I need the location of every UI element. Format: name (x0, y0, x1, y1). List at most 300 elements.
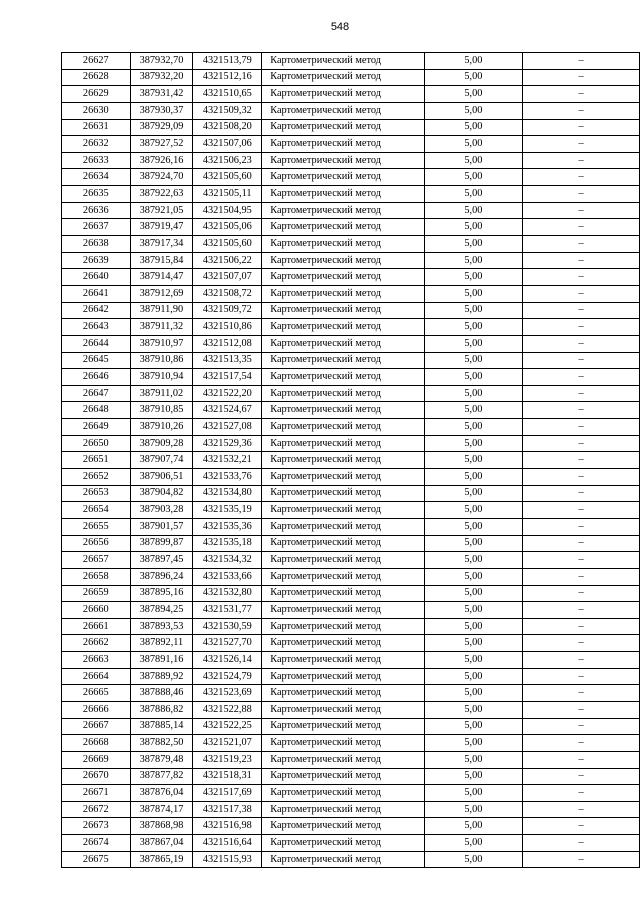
x-coordinate-cell: 387893,53 (130, 618, 193, 635)
method-cell: Картометрический метод (262, 618, 425, 635)
description-cell: – (523, 269, 640, 286)
y-coordinate-cell: 4321512,08 (193, 335, 262, 352)
description-cell: – (523, 751, 640, 768)
table-row (62, 602, 640, 619)
y-coordinate-cell: 4321513,35 (193, 352, 262, 369)
point-number-cell: 26641 (62, 285, 131, 302)
table-row (62, 186, 640, 203)
y-coordinate-cell: 4321527,08 (193, 419, 262, 436)
point-number-cell: 26665 (62, 685, 131, 702)
point-number-cell: 26642 (62, 302, 131, 319)
x-coordinate-cell: 387929,09 (130, 119, 193, 136)
x-coordinate-cell: 387904,82 (130, 485, 193, 502)
table-row (62, 835, 640, 852)
x-coordinate-cell: 387909,28 (130, 435, 193, 452)
method-cell: Картометрический метод (262, 53, 425, 70)
y-coordinate-cell: 4321532,21 (193, 452, 262, 469)
method-cell: Картометрический метод (262, 335, 425, 352)
accuracy-cell: 5,00 (424, 535, 522, 552)
table-row (62, 385, 640, 402)
point-number-cell: 26670 (62, 768, 131, 785)
x-coordinate-cell: 387867,04 (130, 835, 193, 852)
method-cell: Картометрический метод (262, 602, 425, 619)
description-cell: – (523, 718, 640, 735)
y-coordinate-cell: 4321508,72 (193, 285, 262, 302)
y-coordinate-cell: 4321505,06 (193, 219, 262, 236)
accuracy-cell: 5,00 (424, 86, 522, 103)
x-coordinate-cell: 387896,24 (130, 568, 193, 585)
x-coordinate-cell: 387892,11 (130, 635, 193, 652)
point-number-cell: 26658 (62, 568, 131, 585)
method-cell: Картометрический метод (262, 186, 425, 203)
table-row (62, 419, 640, 436)
accuracy-cell: 5,00 (424, 53, 522, 70)
accuracy-cell: 5,00 (424, 369, 522, 386)
table-row (62, 102, 640, 119)
method-cell: Картометрический метод (262, 402, 425, 419)
description-cell: – (523, 502, 640, 519)
table-row (62, 618, 640, 635)
point-number-cell: 26664 (62, 668, 131, 685)
table-row (62, 369, 640, 386)
method-cell: Картометрический метод (262, 319, 425, 336)
x-coordinate-cell: 387922,63 (130, 186, 193, 203)
table-row (62, 685, 640, 702)
x-coordinate-cell: 387886,82 (130, 701, 193, 718)
method-cell: Картометрический метод (262, 469, 425, 486)
accuracy-cell: 5,00 (424, 102, 522, 119)
coordinates-table-body (62, 53, 640, 868)
x-coordinate-cell: 387910,97 (130, 335, 193, 352)
point-number-cell: 26672 (62, 801, 131, 818)
y-coordinate-cell: 4321535,19 (193, 502, 262, 519)
accuracy-cell: 5,00 (424, 851, 522, 868)
table-row (62, 202, 640, 219)
table-row (62, 352, 640, 369)
accuracy-cell: 5,00 (424, 618, 522, 635)
x-coordinate-cell: 387921,05 (130, 202, 193, 219)
accuracy-cell: 5,00 (424, 635, 522, 652)
description-cell: – (523, 435, 640, 452)
accuracy-cell: 5,00 (424, 69, 522, 86)
point-number-cell: 26637 (62, 219, 131, 236)
description-cell: – (523, 419, 640, 436)
accuracy-cell: 5,00 (424, 119, 522, 136)
table-row (62, 768, 640, 785)
y-coordinate-cell: 4321517,69 (193, 785, 262, 802)
method-cell: Картометрический метод (262, 252, 425, 269)
method-cell: Картометрический метод (262, 169, 425, 186)
accuracy-cell: 5,00 (424, 568, 522, 585)
y-coordinate-cell: 4321532,80 (193, 585, 262, 602)
table-row (62, 402, 640, 419)
accuracy-cell: 5,00 (424, 751, 522, 768)
point-number-cell: 26629 (62, 86, 131, 103)
description-cell: – (523, 818, 640, 835)
description-cell: – (523, 86, 640, 103)
method-cell: Картометрический метод (262, 668, 425, 685)
method-cell: Картометрический метод (262, 818, 425, 835)
x-coordinate-cell: 387911,90 (130, 302, 193, 319)
x-coordinate-cell: 387910,85 (130, 402, 193, 419)
y-coordinate-cell: 4321522,20 (193, 385, 262, 402)
accuracy-cell: 5,00 (424, 152, 522, 169)
description-cell: – (523, 768, 640, 785)
y-coordinate-cell: 4321504,95 (193, 202, 262, 219)
point-number-cell: 26628 (62, 69, 131, 86)
accuracy-cell: 5,00 (424, 502, 522, 519)
method-cell: Картометрический метод (262, 535, 425, 552)
y-coordinate-cell: 4321517,38 (193, 801, 262, 818)
method-cell: Картометрический метод (262, 652, 425, 669)
x-coordinate-cell: 387915,84 (130, 252, 193, 269)
description-cell: – (523, 102, 640, 119)
y-coordinate-cell: 4321506,22 (193, 252, 262, 269)
point-number-cell: 26634 (62, 169, 131, 186)
accuracy-cell: 5,00 (424, 435, 522, 452)
y-coordinate-cell: 4321533,66 (193, 568, 262, 585)
x-coordinate-cell: 387906,51 (130, 469, 193, 486)
x-coordinate-cell: 387868,98 (130, 818, 193, 835)
accuracy-cell: 5,00 (424, 202, 522, 219)
description-cell: – (523, 801, 640, 818)
description-cell: – (523, 352, 640, 369)
point-number-cell: 26630 (62, 102, 131, 119)
point-number-cell: 26673 (62, 818, 131, 835)
x-coordinate-cell: 387914,47 (130, 269, 193, 286)
table-row (62, 735, 640, 752)
description-cell: – (523, 302, 640, 319)
method-cell: Картометрический метод (262, 419, 425, 436)
point-number-cell: 26633 (62, 152, 131, 169)
point-number-cell: 26638 (62, 236, 131, 253)
method-cell: Картометрический метод (262, 452, 425, 469)
point-number-cell: 26657 (62, 552, 131, 569)
point-number-cell: 26669 (62, 751, 131, 768)
table-row (62, 552, 640, 569)
point-number-cell: 26632 (62, 136, 131, 153)
y-coordinate-cell: 4321521,07 (193, 735, 262, 752)
y-coordinate-cell: 4321523,69 (193, 685, 262, 702)
point-number-cell: 26674 (62, 835, 131, 852)
point-number-cell: 26656 (62, 535, 131, 552)
point-number-cell: 26639 (62, 252, 131, 269)
method-cell: Картометрический метод (262, 835, 425, 852)
description-cell: – (523, 402, 640, 419)
y-coordinate-cell: 4321505,60 (193, 236, 262, 253)
accuracy-cell: 5,00 (424, 285, 522, 302)
point-number-cell: 26648 (62, 402, 131, 419)
accuracy-cell: 5,00 (424, 735, 522, 752)
accuracy-cell: 5,00 (424, 685, 522, 702)
point-number-cell: 26649 (62, 419, 131, 436)
accuracy-cell: 5,00 (424, 169, 522, 186)
description-cell: – (523, 53, 640, 70)
description-cell: – (523, 236, 640, 253)
method-cell: Картометрический метод (262, 285, 425, 302)
table-row (62, 751, 640, 768)
point-number-cell: 26643 (62, 319, 131, 336)
description-cell: – (523, 485, 640, 502)
description-cell: – (523, 335, 640, 352)
y-coordinate-cell: 4321524,79 (193, 668, 262, 685)
accuracy-cell: 5,00 (424, 402, 522, 419)
description-cell: – (523, 219, 640, 236)
description-cell: – (523, 685, 640, 702)
table-row (62, 701, 640, 718)
y-coordinate-cell: 4321507,06 (193, 136, 262, 153)
y-coordinate-cell: 4321509,32 (193, 102, 262, 119)
table-row (62, 668, 640, 685)
table-row (62, 652, 640, 669)
x-coordinate-cell: 387927,52 (130, 136, 193, 153)
description-cell: – (523, 369, 640, 386)
y-coordinate-cell: 4321535,36 (193, 518, 262, 535)
accuracy-cell: 5,00 (424, 419, 522, 436)
description-cell: – (523, 701, 640, 718)
y-coordinate-cell: 4321534,32 (193, 552, 262, 569)
y-coordinate-cell: 4321505,11 (193, 186, 262, 203)
point-number-cell: 26636 (62, 202, 131, 219)
table-row (62, 785, 640, 802)
method-cell: Картометрический метод (262, 352, 425, 369)
method-cell: Картометрический метод (262, 485, 425, 502)
point-number-cell: 26661 (62, 618, 131, 635)
x-coordinate-cell: 387910,86 (130, 352, 193, 369)
description-cell: – (523, 385, 640, 402)
point-number-cell: 26647 (62, 385, 131, 402)
method-cell: Картометрический метод (262, 785, 425, 802)
x-coordinate-cell: 387897,45 (130, 552, 193, 569)
table-row (62, 152, 640, 169)
method-cell: Картометрический метод (262, 768, 425, 785)
table-row (62, 53, 640, 70)
table-row (62, 568, 640, 585)
description-cell: – (523, 535, 640, 552)
x-coordinate-cell: 387903,28 (130, 502, 193, 519)
table-row (62, 585, 640, 602)
method-cell: Картометрический метод (262, 385, 425, 402)
x-coordinate-cell: 387901,57 (130, 518, 193, 535)
accuracy-cell: 5,00 (424, 801, 522, 818)
table-row (62, 136, 640, 153)
method-cell: Картометрический метод (262, 552, 425, 569)
point-number-cell: 26645 (62, 352, 131, 369)
method-cell: Картометрический метод (262, 518, 425, 535)
accuracy-cell: 5,00 (424, 319, 522, 336)
description-cell: – (523, 552, 640, 569)
method-cell: Картометрический метод (262, 219, 425, 236)
table-row (62, 236, 640, 253)
x-coordinate-cell: 387911,02 (130, 385, 193, 402)
accuracy-cell: 5,00 (424, 236, 522, 253)
description-cell: – (523, 469, 640, 486)
description-cell: – (523, 169, 640, 186)
point-number-cell: 26663 (62, 652, 131, 669)
method-cell: Картометрический метод (262, 751, 425, 768)
y-coordinate-cell: 4321515,93 (193, 851, 262, 868)
table-row (62, 718, 640, 735)
description-cell: – (523, 69, 640, 86)
x-coordinate-cell: 387894,25 (130, 602, 193, 619)
x-coordinate-cell: 387930,37 (130, 102, 193, 119)
accuracy-cell: 5,00 (424, 518, 522, 535)
y-coordinate-cell: 4321509,72 (193, 302, 262, 319)
point-number-cell: 26650 (62, 435, 131, 452)
point-number-cell: 26662 (62, 635, 131, 652)
point-number-cell: 26627 (62, 53, 131, 70)
method-cell: Картометрический метод (262, 69, 425, 86)
x-coordinate-cell: 387865,19 (130, 851, 193, 868)
y-coordinate-cell: 4321524,67 (193, 402, 262, 419)
accuracy-cell: 5,00 (424, 302, 522, 319)
description-cell: – (523, 635, 640, 652)
table-row (62, 169, 640, 186)
point-number-cell: 26666 (62, 701, 131, 718)
point-number-cell: 26655 (62, 518, 131, 535)
accuracy-cell: 5,00 (424, 485, 522, 502)
description-cell: – (523, 186, 640, 203)
x-coordinate-cell: 387895,16 (130, 585, 193, 602)
method-cell: Картометрический метод (262, 701, 425, 718)
method-cell: Картометрический метод (262, 136, 425, 153)
point-number-cell: 26640 (62, 269, 131, 286)
method-cell: Картометрический метод (262, 502, 425, 519)
description-cell: – (523, 252, 640, 269)
point-number-cell: 26644 (62, 335, 131, 352)
description-cell: – (523, 285, 640, 302)
x-coordinate-cell: 387911,32 (130, 319, 193, 336)
x-coordinate-cell: 387879,48 (130, 751, 193, 768)
table-row (62, 469, 640, 486)
point-number-cell: 26652 (62, 469, 131, 486)
x-coordinate-cell: 387932,70 (130, 53, 193, 70)
table-row (62, 69, 640, 86)
description-cell: – (523, 652, 640, 669)
method-cell: Картометрический метод (262, 851, 425, 868)
y-coordinate-cell: 4321516,98 (193, 818, 262, 835)
accuracy-cell: 5,00 (424, 186, 522, 203)
accuracy-cell: 5,00 (424, 385, 522, 402)
table-row (62, 252, 640, 269)
table-row (62, 285, 640, 302)
description-cell: – (523, 119, 640, 136)
table-row (62, 635, 640, 652)
method-cell: Картометрический метод (262, 302, 425, 319)
y-coordinate-cell: 4321512,16 (193, 69, 262, 86)
method-cell: Картометрический метод (262, 685, 425, 702)
accuracy-cell: 5,00 (424, 552, 522, 569)
table-row (62, 452, 640, 469)
accuracy-cell: 5,00 (424, 219, 522, 236)
method-cell: Картометрический метод (262, 718, 425, 735)
table-row (62, 801, 640, 818)
description-cell: – (523, 585, 640, 602)
x-coordinate-cell: 387910,26 (130, 419, 193, 436)
accuracy-cell: 5,00 (424, 602, 522, 619)
x-coordinate-cell: 387926,16 (130, 152, 193, 169)
y-coordinate-cell: 4321522,88 (193, 701, 262, 718)
accuracy-cell: 5,00 (424, 718, 522, 735)
table-row (62, 518, 640, 535)
x-coordinate-cell: 387907,74 (130, 452, 193, 469)
method-cell: Картометрический метод (262, 735, 425, 752)
point-number-cell: 26675 (62, 851, 131, 868)
description-cell: – (523, 618, 640, 635)
method-cell: Картометрический метод (262, 369, 425, 386)
y-coordinate-cell: 4321508,20 (193, 119, 262, 136)
x-coordinate-cell: 387924,70 (130, 169, 193, 186)
method-cell: Картометрический метод (262, 568, 425, 585)
y-coordinate-cell: 4321522,25 (193, 718, 262, 735)
method-cell: Картометрический метод (262, 152, 425, 169)
method-cell: Картометрический метод (262, 801, 425, 818)
x-coordinate-cell: 387885,14 (130, 718, 193, 735)
point-number-cell: 26668 (62, 735, 131, 752)
x-coordinate-cell: 387899,87 (130, 535, 193, 552)
method-cell: Картометрический метод (262, 585, 425, 602)
description-cell: – (523, 668, 640, 685)
description-cell: – (523, 136, 640, 153)
table-row (62, 302, 640, 319)
table-row (62, 119, 640, 136)
method-cell: Картометрический метод (262, 202, 425, 219)
description-cell: – (523, 851, 640, 868)
accuracy-cell: 5,00 (424, 668, 522, 685)
accuracy-cell: 5,00 (424, 768, 522, 785)
point-number-cell: 26654 (62, 502, 131, 519)
x-coordinate-cell: 387931,42 (130, 86, 193, 103)
y-coordinate-cell: 4321535,18 (193, 535, 262, 552)
description-cell: – (523, 518, 640, 535)
method-cell: Картометрический метод (262, 635, 425, 652)
accuracy-cell: 5,00 (424, 136, 522, 153)
description-cell: – (523, 602, 640, 619)
x-coordinate-cell: 387910,94 (130, 369, 193, 386)
point-number-cell: 26635 (62, 186, 131, 203)
table-row (62, 269, 640, 286)
y-coordinate-cell: 4321518,31 (193, 768, 262, 785)
point-number-cell: 26660 (62, 602, 131, 619)
description-cell: – (523, 835, 640, 852)
method-cell: Картометрический метод (262, 435, 425, 452)
method-cell: Картометрический метод (262, 236, 425, 253)
coordinates-table (61, 52, 640, 868)
table-row (62, 335, 640, 352)
y-coordinate-cell: 4321529,36 (193, 435, 262, 452)
accuracy-cell: 5,00 (424, 835, 522, 852)
table-row (62, 319, 640, 336)
x-coordinate-cell: 387876,04 (130, 785, 193, 802)
accuracy-cell: 5,00 (424, 452, 522, 469)
method-cell: Картометрический метод (262, 269, 425, 286)
y-coordinate-cell: 4321505,60 (193, 169, 262, 186)
x-coordinate-cell: 387874,17 (130, 801, 193, 818)
x-coordinate-cell: 387917,34 (130, 236, 193, 253)
table-row (62, 502, 640, 519)
x-coordinate-cell: 387891,16 (130, 652, 193, 669)
table-row (62, 485, 640, 502)
description-cell: – (523, 319, 640, 336)
x-coordinate-cell: 387877,82 (130, 768, 193, 785)
description-cell: – (523, 785, 640, 802)
description-cell: – (523, 202, 640, 219)
x-coordinate-cell: 387889,92 (130, 668, 193, 685)
y-coordinate-cell: 4321513,79 (193, 53, 262, 70)
point-number-cell: 26653 (62, 485, 131, 502)
accuracy-cell: 5,00 (424, 701, 522, 718)
accuracy-cell: 5,00 (424, 785, 522, 802)
